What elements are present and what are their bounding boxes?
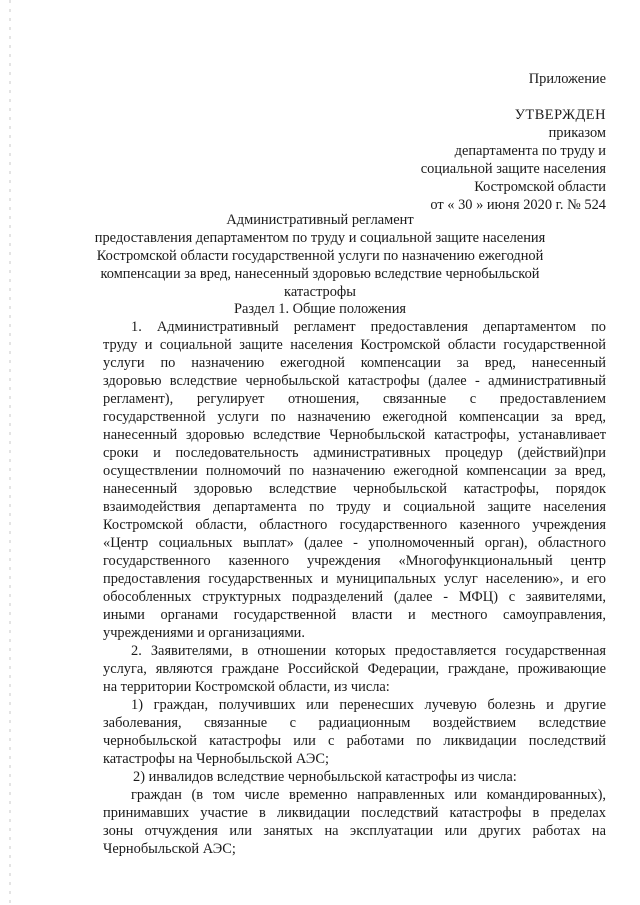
approved-label: УТВЕРЖДЕН [514,107,606,123]
body-line: нанесенный здоровью вследствие Чернобыльской катастрофы, устанавливает [103,427,606,443]
body-line: взаимодействия департамента по труду и социальной защите населения [103,499,606,515]
body-line: 1) граждан, получивших или перенесших лучевую болезнь и другие [131,697,606,713]
title-line: катастрофы [284,284,356,300]
body-line: заболевания, связанные с радиационным воздействием вследствие [103,715,606,731]
body-line: государственной услуги по назначению ежегодной компенсации за вред, [103,409,606,425]
body-line: регламент), регулирует отношения, связанные с предоставлением [103,391,606,407]
department-line-2: социальной защите населения [420,161,606,177]
order-label: приказом [548,125,606,141]
body-line: катастрофы на Чернобыльской АЭС; [103,751,329,767]
appendix-label: Приложение [528,71,606,87]
title-line: Административный регламент [226,212,414,228]
body-line: государственного казенного учреждения «Многофункциональный центр [103,553,606,569]
body-line: 1. Административный регламент предоставления департаментом по [131,319,606,335]
section-heading: Раздел 1. Общие положения [233,301,407,317]
body-line: иными органами государственной власти и местного самоуправления, [103,607,606,623]
body-line: услуги по назначению ежегодной компенсации за вред, нанесенный [103,355,606,371]
order-date-number: от « 30 » июня 2020 г. № 524 [430,197,606,213]
body-line: зоны отчуждения или занятых на эксплуатации или других работах на [103,823,606,839]
body-line: «Центр социальных выплат» (далее - уполномоченный орган), областного [103,535,606,551]
body-line: нанесенный здоровью вследствие чернобыльской катастрофы, порядок [103,481,606,497]
body-line: труду и социальной защите населения Костромской области государственной [103,337,606,353]
body-line: на территории Костромской области, из числа: [103,679,390,695]
body-line: принимавших участие в ликвидации последствий катастрофы в пределах [103,805,606,821]
region-line: Костромской области [474,179,606,195]
body-line: Костромской области, областного государственного казенного учреждения [103,517,606,533]
title-line: предоставления департаментом по труду и социальной защите населения [94,230,546,246]
body-line: Чернобыльской АЭС; [103,841,236,857]
body-line: учреждениями и организациями. [103,625,305,641]
title-line: Костромской области государственной услуги по назначению ежегодной [96,248,544,264]
title-line: компенсации за вред, нанесенный здоровью вследствие чернобыльской [100,266,540,282]
body-line: предоставления государственных и муниципальных услуг населению», и его [103,571,606,587]
body-line: сроки и последовательность административных процедур (действий)при [103,445,606,461]
body-line: услуга, являются граждане Российской Федерации, граждане, проживающие [103,661,606,677]
body-line: 2. Заявителями, в отношении которых предоставляется государственная [131,643,606,659]
body-line: осуществлении полномочий по назначению ежегодной компенсации за вред, [103,463,606,479]
department-line-1: департамента по труду и [454,143,606,159]
body-line: здоровью вследствие чернобыльской катастрофы (далее - административный [103,373,606,389]
scan-margin-mark [9,0,11,905]
body-line: обособленных структурных подразделений (далее - МФЦ) с заявителями, [103,589,606,605]
body-line: граждан (в том числе временно направленных или командированных), [131,787,606,803]
body-line: 2) инвалидов вследствие чернобыльской катастрофы из числа: [133,769,517,785]
body-line: чернобыльской катастрофы или с работами по ликвидации последствий [103,733,606,749]
